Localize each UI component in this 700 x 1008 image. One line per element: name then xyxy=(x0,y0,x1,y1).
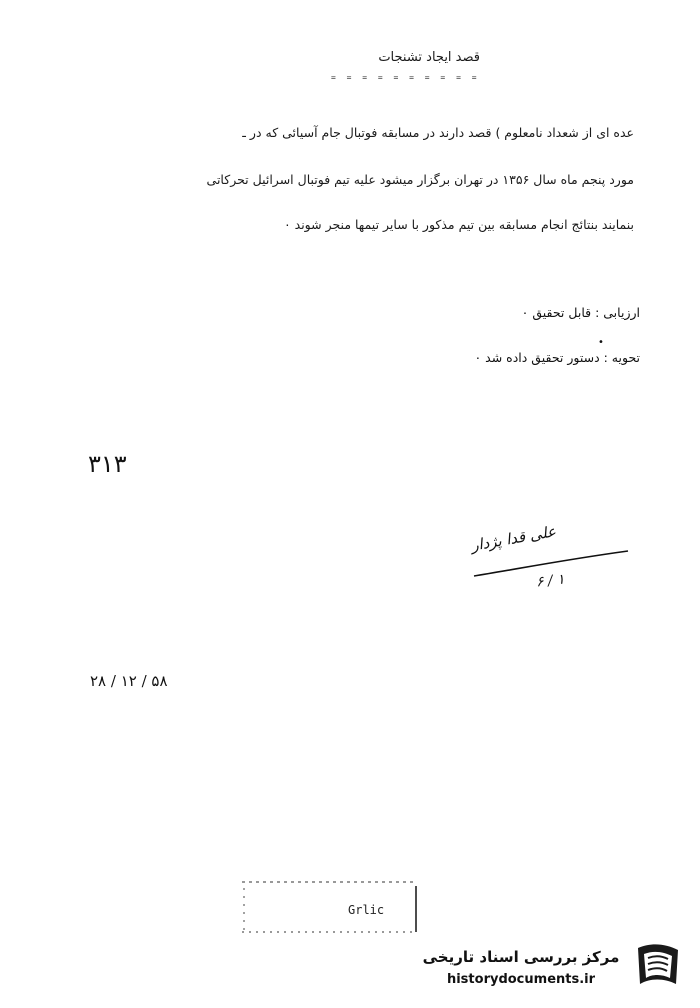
page-number: ۳۱۳ xyxy=(88,450,127,478)
title-underline: = = = = = = = = = = xyxy=(331,73,480,82)
paragraph-line-3: بنمایند بنتائج انجام مسابقه بین تیم مذکور با سایر تیمها منجر شوند ۰ xyxy=(283,217,634,232)
signature-name: علی قدا پژدار xyxy=(469,522,558,555)
scroll-logo-icon xyxy=(632,940,684,992)
watermark-name: مرکز بررسی اسناد تاریخی xyxy=(422,948,620,966)
paragraph-line-2: مورد پنجم ماه سال ۱۳۵۶ در تهران برگزار میشود علیه تیم فوتبال اسرائیل تحرکاتی xyxy=(206,172,634,187)
watermark-site: historydocuments.ir xyxy=(446,972,596,987)
analysis-line: تحویه : دستور تحقیق داده شد ۰ xyxy=(474,350,640,365)
paragraph-line-1: عده ای از شعداد نامعلوم ) قصد دارند در مسابقه فوتبال جام آسیائی که در ـ xyxy=(242,125,634,140)
stamp-frame xyxy=(240,878,418,936)
dot-mark: • xyxy=(598,337,604,348)
reference-number: ۲۸ / ۱۲ / ۵۸ xyxy=(90,672,168,690)
stamp-text: Grlic xyxy=(348,903,385,917)
document-title: قصد ایجاد تشنجات xyxy=(378,50,480,65)
signature-mark: ۶ / ۱ xyxy=(535,571,566,591)
evaluation-line: ارزیابی : قابل تحقیق ۰ xyxy=(521,305,640,320)
